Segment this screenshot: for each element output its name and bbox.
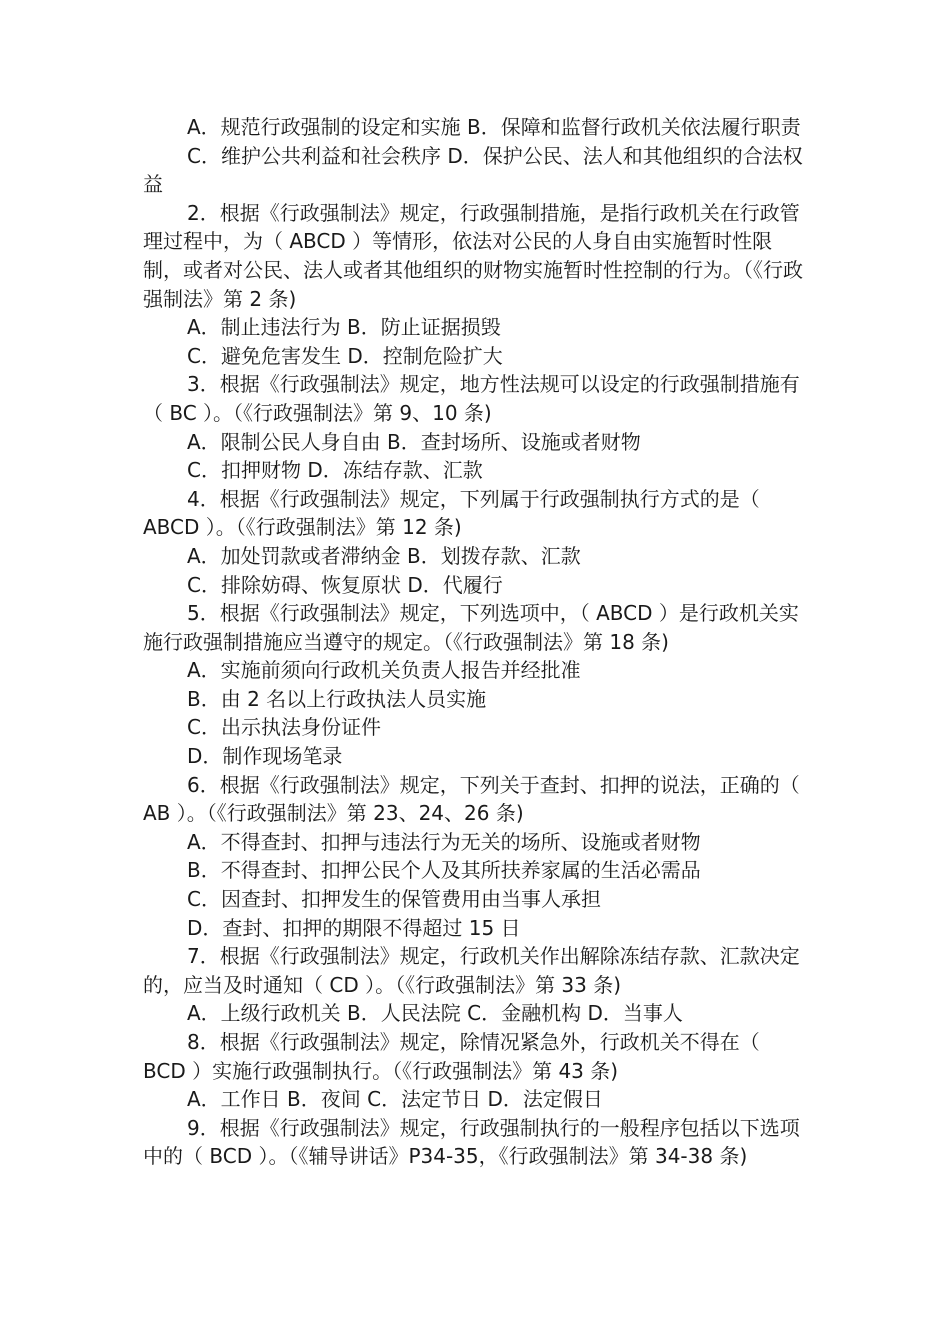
option-line: A．上级行政机关 B．人民法院 C．金融机构 D．当事人 xyxy=(187,1001,683,1026)
option-line: A．制止违法行为 B．防止证据损毁 xyxy=(187,315,501,340)
option-line: C．扣押财物 D．冻结存款、汇款 xyxy=(187,458,483,483)
question-7: 7．根据《行政强制法》规定，行政机关作出解除冻结存款、汇款决定的，应当及时通知（ CD ）。（《行政强制法》第 33 条) xyxy=(143,944,800,997)
question-8: 8．根据《行政强制法》规定，除情况紧急外，行政机关不得在（ BCD ）实施行政强制执行。（《行政强制法》第 43 条) xyxy=(143,1030,760,1083)
document-body xyxy=(143,113,808,1171)
question-3: 3．根据《行政强制法》规定，地方性法规可以设定的行政强制措施有（ BC ）。（《行政强制法》第 9、10 条) xyxy=(143,372,800,425)
option-line: A．实施前须向行政机关负责人报告并经批准 xyxy=(187,658,581,683)
option-line: A．工作日 B．夜间 C．法定节日 D．法定假日 xyxy=(187,1087,603,1112)
option-line: D．制作现场笔录 xyxy=(187,744,343,769)
option-line: A．不得查封、扣押与违法行为无关的场所、设施或者财物 xyxy=(187,829,701,854)
question-4: 4．根据《行政强制法》规定，下列属于行政强制执行方式的是（ ABCD ）。（《行政强制法》第 12 条) xyxy=(143,486,760,540)
option-line: D．查封、扣押的期限不得超过 15 日 xyxy=(187,915,521,940)
option-line: A．规范行政强制的设定和实施 B．保障和监督行政机关依法履行职责 xyxy=(187,115,801,139)
option-line: C．排除妨碍、恢复原状 D．代履行 xyxy=(187,572,503,597)
option-line: B．不得查封、扣押公民个人及其所扶养家属的生活必需品 xyxy=(187,858,701,883)
option-line: A．加处罚款或者滞纳金 B．划拨存款、汇款 xyxy=(187,543,581,568)
option-line: B．由 2 名以上行政执法人员实施 xyxy=(187,686,487,711)
option-line: A．限制公民人身自由 B．查封场所、设施或者财物 xyxy=(187,429,641,454)
option-line: C．避免危害发生 D．控制危险扩大 xyxy=(187,343,503,368)
option-line: C．维护公共利益和社会秩序 D．保护公民、法人和其他组织的合法权益 xyxy=(143,143,803,197)
question-2: 2．根据《行政强制法》规定，行政强制措施，是指行政机关在行政管理过程中，为（ ABCD ）等情形，依法对公民的人身自由实施暂时性限制，或者对公民、法人或者其他组织的财物实施暂时性控制的行为。（《行政强制法》第 2 条) xyxy=(143,200,803,311)
question-5: 5．根据《行政强制法》规定，下列选项中，（ ABCD ）是行政机关实施行政强制措施应当遵守的规定。（《行政强制法》第 18 条) xyxy=(143,601,799,654)
option-line: C．出示执法身份证件 xyxy=(187,715,381,740)
option-line: C．因查封、扣押发生的保管费用由当事人承担 xyxy=(187,887,601,912)
question-9: 9．根据《行政强制法》规定，行政强制执行的一般程序包括以下选项中的（ BCD ）。（《辅导讲话》P34-35，《行政强制法》第 34-38 条) xyxy=(143,1115,800,1169)
question-6: 6．根据《行政强制法》规定，下列关于查封、扣押的说法，正确的（ AB ）。（《行政强制法》第 23、24、26 条) xyxy=(143,772,800,826)
